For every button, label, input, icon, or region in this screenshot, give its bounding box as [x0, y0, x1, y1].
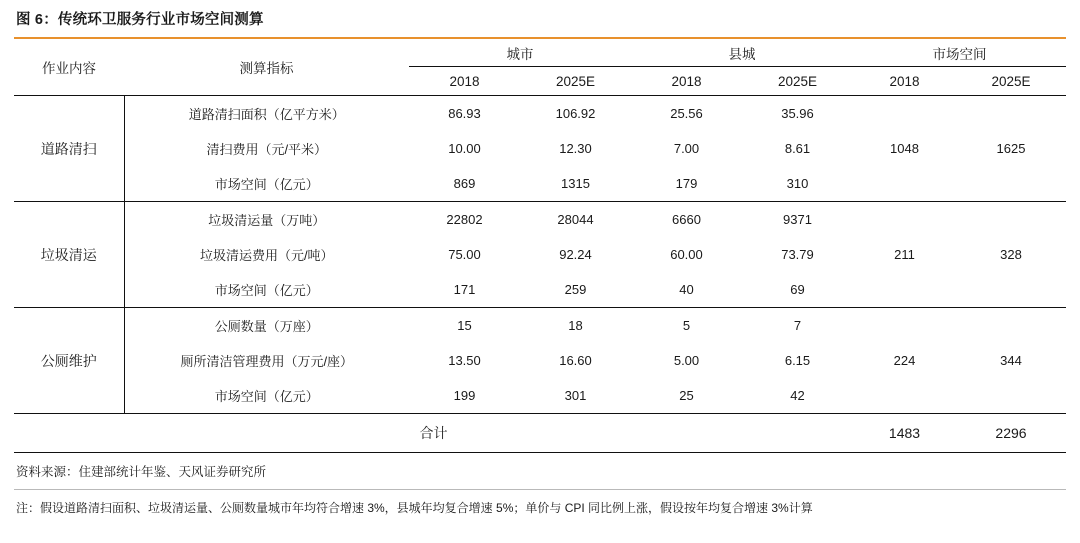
row-indicator: 市场空间（亿元） — [214, 389, 319, 404]
row-category: 垃圾清运 — [14, 202, 124, 308]
cell-city-2025e: 18 — [568, 318, 583, 333]
row-category: 公厕维护 — [14, 308, 124, 414]
cell-county-2018: 40 — [679, 282, 694, 297]
cell-space-2025e: 344 — [1000, 353, 1022, 368]
row-indicator: 清扫费用（元/平米） — [206, 142, 328, 157]
header-group-county: 县城 — [631, 39, 853, 67]
header-group-city: 城市 — [409, 39, 631, 67]
table-row — [14, 308, 1066, 344]
row-indicator: 市场空间（亿元） — [214, 177, 319, 192]
total-space-2025e: 2296 — [995, 425, 1027, 441]
cell-city-2025e: 12.30 — [559, 141, 592, 156]
note-text: 注：假设道路清扫面积、垃圾清运量、公厕数量城市年均符合增速 3%，县城年均复合增速 5%；单价与 CPI 同比例上涨，假设按年均复合增速 3%计算 — [16, 501, 813, 515]
cell-city-2018: 199 — [453, 388, 476, 403]
total-label: 合计 — [419, 425, 448, 441]
cell-county-2018: 179 — [675, 176, 698, 191]
table-total-row — [14, 414, 1066, 453]
cell-city-2025e: 1315 — [561, 176, 590, 191]
cell-county-2018: 60.00 — [670, 247, 703, 262]
row-indicator: 垃圾清运费用（元/吨） — [199, 248, 334, 263]
total-space-2018: 1483 — [888, 425, 921, 441]
market-space-table — [14, 39, 1066, 453]
header-space-2018: 2018 — [889, 73, 920, 89]
cell-space-2025e: 1625 — [996, 141, 1026, 156]
cell-county-2018: 25.56 — [670, 106, 703, 121]
header-indicator: 测算指标 — [239, 61, 294, 76]
cell-county-2025e: 310 — [786, 176, 809, 191]
header-space-2025e: 2025E — [991, 73, 1031, 89]
cell-city-2025e: 259 — [564, 282, 587, 297]
cell-space-2025e: 328 — [1000, 247, 1022, 262]
cell-space-2018: 1048 — [890, 141, 919, 156]
cell-county-2025e: 8.61 — [784, 141, 811, 156]
cell-space-2018: 211 — [894, 247, 915, 262]
table-group-header-row — [14, 39, 1066, 67]
cell-city-2018: 13.50 — [448, 353, 481, 368]
cell-space-2018: 224 — [893, 353, 916, 368]
row-indicator: 垃圾清运量（万吨） — [208, 213, 326, 228]
header-county-2025e: 2025E — [777, 73, 818, 89]
cell-city-2025e: 92.24 — [559, 247, 592, 262]
cell-county-2025e: 6.15 — [784, 353, 811, 368]
cell-county-2018: 5 — [682, 318, 691, 333]
row-indicator: 市场空间（亿元） — [214, 283, 319, 298]
row-indicator: 厕所清洁管理费用（万元/座） — [180, 354, 354, 369]
source-text: 资料来源：住建部统计年鉴、天风证券研究所 — [16, 465, 267, 479]
cell-county-2025e: 69 — [790, 282, 805, 297]
cell-city-2018: 10.00 — [448, 141, 481, 156]
cell-county-2025e: 42 — [790, 388, 805, 403]
cell-city-2018: 171 — [453, 282, 476, 297]
table-row — [14, 202, 1066, 238]
cell-county-2025e: 7 — [793, 318, 802, 333]
figure-title: 图 6：传统环卫服务行业市场空间测算 — [16, 12, 264, 28]
header-content: 作业内容 — [42, 61, 96, 76]
cell-city-2025e: 28044 — [557, 212, 594, 227]
header-group-market-space: 市场空间 — [853, 39, 1066, 67]
table-row — [14, 96, 1066, 132]
header-city-2025e: 2025E — [555, 73, 596, 89]
cell-city-2025e: 106.92 — [555, 106, 596, 121]
cell-county-2018: 7.00 — [673, 141, 700, 156]
cell-city-2025e: 16.60 — [559, 353, 592, 368]
cell-city-2018: 15 — [457, 318, 472, 333]
cell-city-2025e: 301 — [564, 388, 587, 403]
row-indicator: 公厕数量（万座） — [214, 319, 319, 334]
header-county-2018: 2018 — [671, 73, 702, 89]
cell-county-2018: 5.00 — [673, 353, 700, 368]
cell-city-2018: 869 — [453, 176, 476, 191]
cell-city-2018: 86.93 — [448, 106, 481, 121]
cell-county-2018: 6660 — [672, 212, 701, 227]
cell-city-2018: 75.00 — [448, 247, 481, 262]
cell-county-2025e: 35.96 — [781, 106, 814, 121]
cell-county-2018: 25 — [679, 388, 694, 403]
figure-footer — [14, 453, 1066, 518]
row-indicator: 道路清扫面积（亿平方米） — [188, 107, 345, 122]
cell-city-2018: 22802 — [446, 212, 483, 227]
row-category: 道路清扫 — [14, 96, 124, 202]
cell-county-2025e: 9371 — [783, 212, 812, 227]
header-city-2018: 2018 — [449, 73, 480, 89]
cell-county-2025e: 73.79 — [781, 247, 814, 262]
